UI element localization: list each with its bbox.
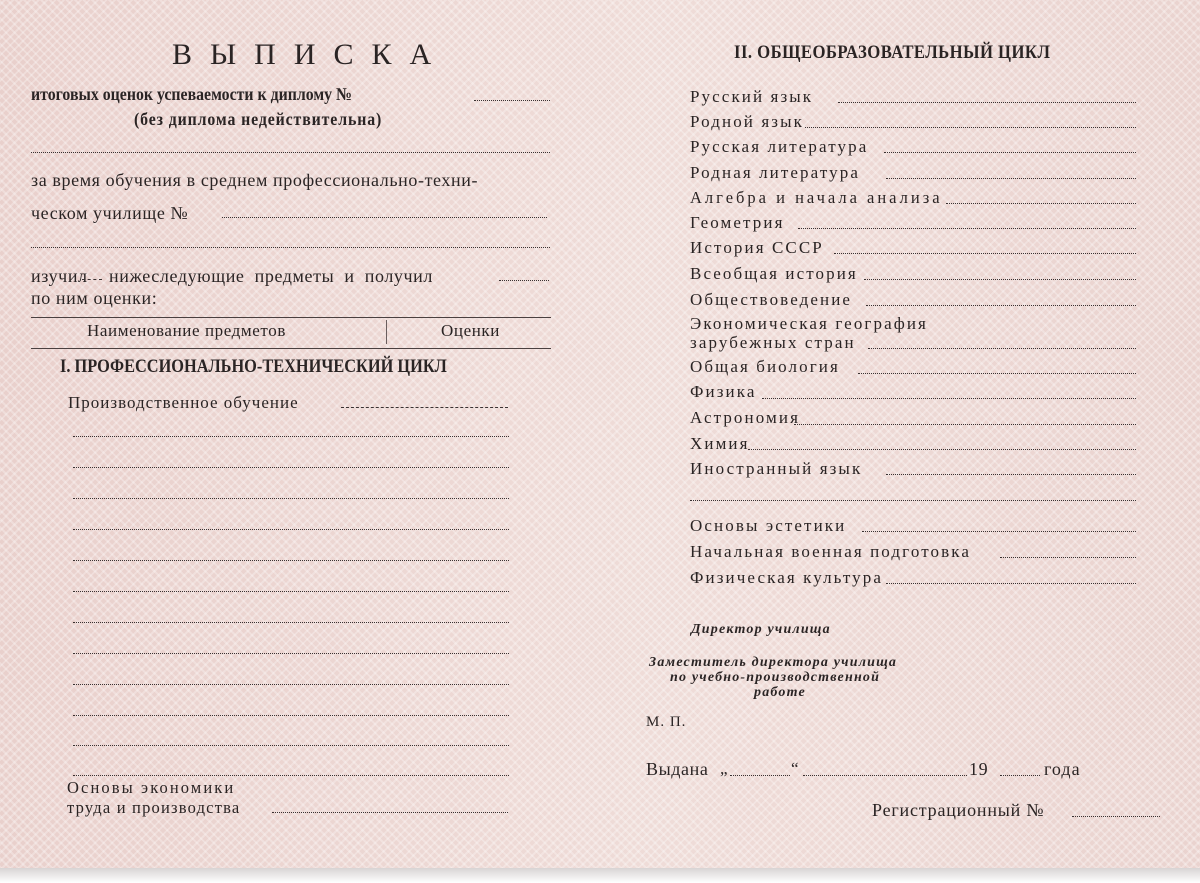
subject-label: Иностранный язык (690, 459, 863, 478)
grade-field[interactable] (868, 348, 1136, 349)
issued-year-prefix: 19 (969, 759, 989, 779)
subject-production-training: Производственное обучение (68, 393, 299, 412)
grade-field[interactable] (862, 531, 1136, 532)
subject-label: Химия (690, 434, 750, 453)
subject-label: Общая биология (690, 357, 840, 376)
subject-economics-line1: Основы экономики (67, 778, 236, 797)
blank-subject-line[interactable] (73, 591, 509, 592)
student-name-field[interactable] (31, 152, 550, 153)
issued-year-field[interactable] (1000, 775, 1040, 776)
grade-field[interactable] (834, 253, 1136, 254)
intro-text-line1: за время обучения в среднем профессионально-техни- (31, 170, 479, 190)
subject-label: Начальная военная подготовка (690, 542, 971, 561)
grade-field[interactable] (866, 305, 1136, 306)
column-header-subjects: Наименование предметов (87, 321, 286, 340)
subject-label: Основы эстетики (690, 516, 847, 535)
grade-field[interactable] (886, 178, 1136, 179)
registration-number-label: Регистрационный № (872, 800, 1045, 820)
blank-subject-line[interactable] (73, 529, 509, 530)
grade-field-economics[interactable] (272, 812, 508, 813)
studied-suffix-field[interactable] (82, 279, 102, 280)
grade-field[interactable] (1000, 557, 1136, 558)
grade-field-production-training[interactable] (341, 407, 508, 408)
blank-subject-line[interactable] (73, 622, 509, 623)
blank-subject-line[interactable] (73, 653, 509, 654)
blank-subject-line[interactable] (73, 715, 509, 716)
section-2-title: II. ОБЩЕОБРАЗОВАТЕЛЬНЫЙ ЦИКЛ (734, 42, 1051, 63)
subject-label: Родной язык (690, 112, 804, 131)
blank-subject-line[interactable] (73, 684, 509, 685)
intro-text-line4: по ним оценки: (31, 288, 158, 308)
school-name-field[interactable] (31, 247, 550, 248)
deputy-signature-label-line1: Заместитель директора училища (649, 655, 898, 670)
blank-subject-line[interactable] (73, 436, 509, 437)
validity-note: (без диплома недействительна) (134, 109, 383, 129)
issued-year-suffix: года (1044, 759, 1081, 779)
column-header-grades: Оценки (441, 321, 500, 340)
grade-field[interactable] (838, 102, 1136, 103)
intro-text-line2: ческом училище № (31, 203, 189, 223)
intro-text-line3: нижеследующие предметы и получил (109, 266, 433, 286)
column-divider (386, 320, 387, 344)
subject-label: Алгебра и начала анализа (690, 188, 943, 207)
blank-subject-line[interactable] (690, 500, 1136, 501)
grade-field[interactable] (762, 398, 1136, 399)
subject-economics-line2: труда и производства (67, 798, 241, 817)
grade-field[interactable] (884, 152, 1136, 153)
subject-label: История СССР (690, 238, 824, 257)
grade-field[interactable] (864, 279, 1136, 280)
blank-subject-line[interactable] (73, 498, 509, 499)
deputy-signature-label-line3: работе (754, 685, 806, 700)
subject-label: Физика (690, 382, 757, 401)
grade-field[interactable] (858, 373, 1136, 374)
grade-field[interactable] (798, 228, 1136, 229)
page-edge-shadow (0, 868, 1200, 883)
grade-field[interactable] (794, 424, 1136, 425)
document-title: ВЫПИСКА (172, 38, 450, 71)
table-header-bottom-rule (31, 348, 551, 349)
subject-label: Физическая культура (690, 568, 884, 587)
registration-number-field[interactable] (1072, 816, 1160, 817)
table-header-top-rule (31, 317, 551, 318)
grade-field[interactable] (748, 449, 1136, 450)
grade-field[interactable] (805, 127, 1136, 128)
received-suffix-field[interactable] (499, 280, 549, 281)
issued-open-quote: „ (720, 759, 728, 778)
subtitle-line: итоговых оценок успеваемости к диплому № (31, 84, 352, 104)
subject-label: Астрономия (690, 408, 800, 427)
subject-label: Экономическая география (690, 314, 928, 333)
subject-label: Всеобщая история (690, 264, 858, 283)
issued-close-quote: “ (791, 759, 799, 778)
blank-subject-line[interactable] (73, 745, 509, 746)
grade-field[interactable] (946, 203, 1136, 204)
grade-field[interactable] (886, 474, 1136, 475)
blank-subject-line[interactable] (73, 775, 509, 776)
subject-label: Русский язык (690, 87, 814, 106)
issued-label: Выдана (646, 759, 709, 779)
section-1-title: I. ПРОФЕССИОНАЛЬНО-ТЕХНИЧЕСКИЙ ЦИКЛ (60, 356, 447, 377)
blank-subject-line[interactable] (73, 467, 509, 468)
seal-place-label: М. П. (646, 714, 687, 730)
issued-day-field[interactable] (730, 775, 790, 776)
intro-text-studied: изучил (31, 266, 88, 286)
school-number-field[interactable] (222, 217, 547, 218)
subject-label: зарубежных стран (690, 333, 856, 352)
subject-label: Родная литература (690, 163, 861, 182)
director-signature-label: Директор училища (691, 622, 831, 637)
subject-label: Обществоведение (690, 290, 853, 309)
subject-label: Русская литература (690, 137, 869, 156)
grade-field[interactable] (886, 583, 1136, 584)
deputy-signature-label-line2: по учебно-производственной (670, 670, 881, 685)
issued-month-field[interactable] (803, 775, 967, 776)
subject-label: Геометрия (690, 213, 785, 232)
blank-subject-line[interactable] (73, 560, 509, 561)
diploma-number-field[interactable] (474, 100, 550, 101)
